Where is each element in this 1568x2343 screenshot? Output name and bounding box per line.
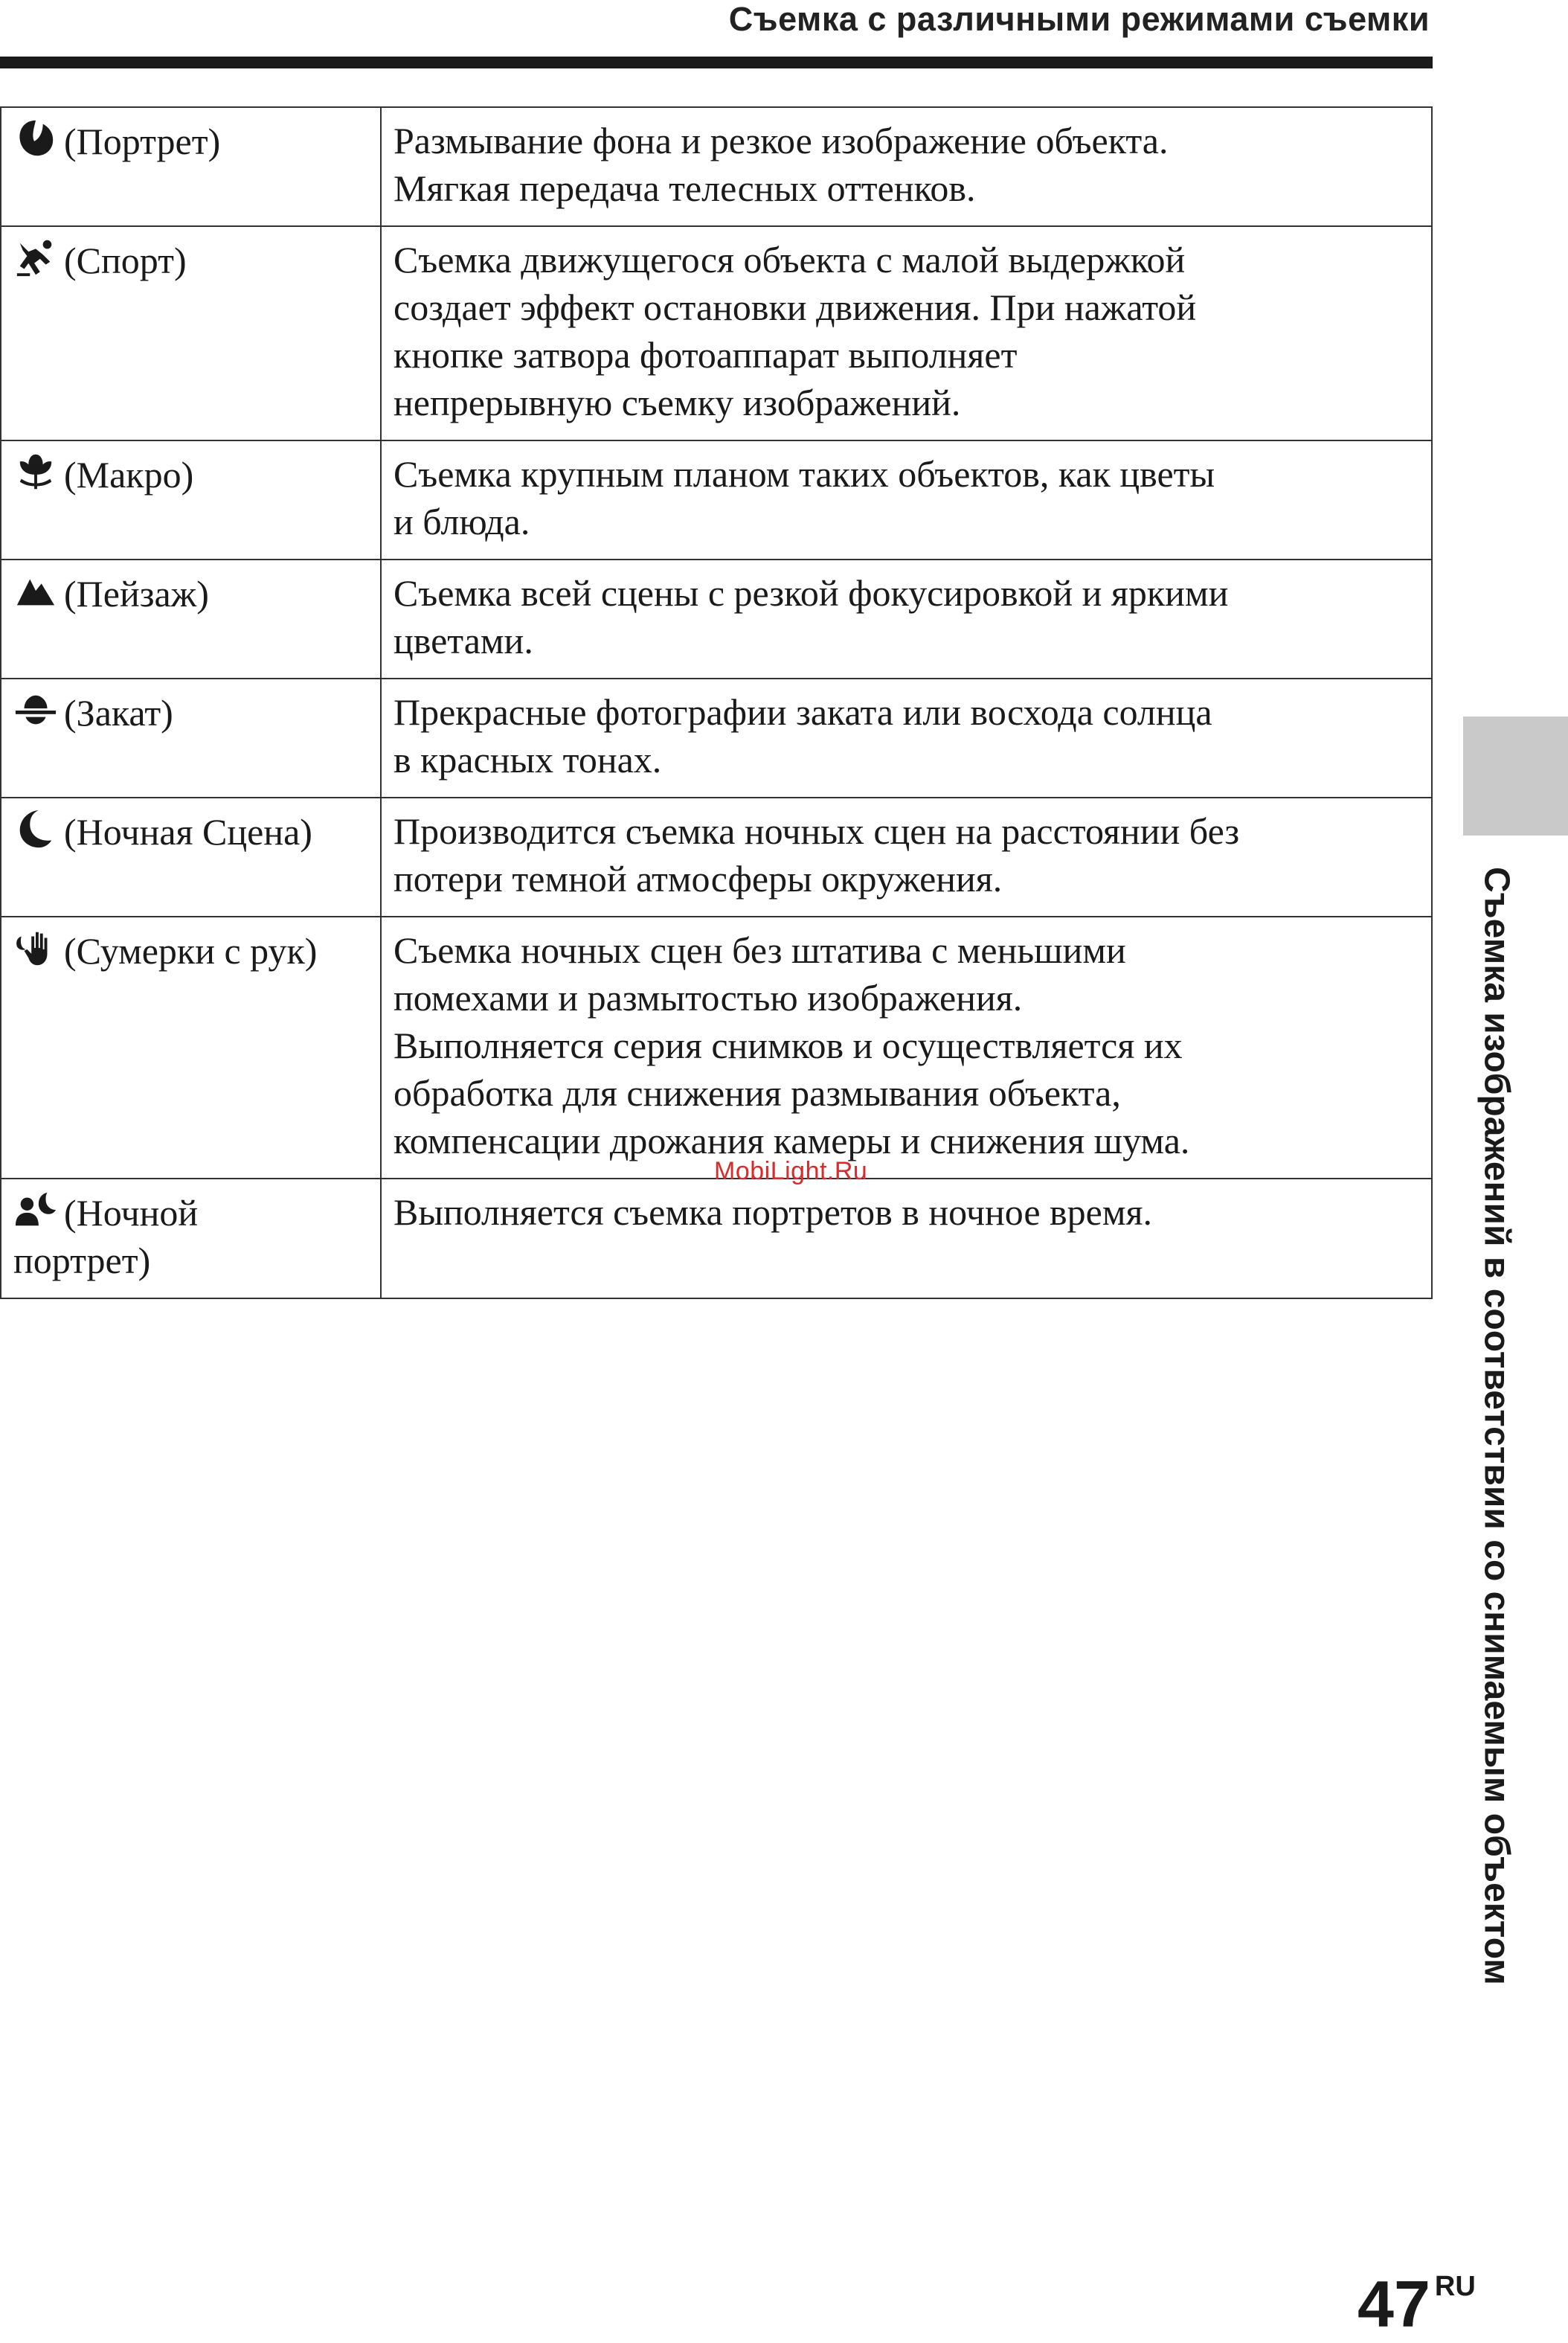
- sport-icon: [13, 236, 58, 279]
- description-cell: [381, 107, 1432, 226]
- description-line: Выполняется съемка портретов в ночное время.: [393, 1191, 1152, 1233]
- description-line: кнопке затвора фотоаппарат выполняет: [393, 334, 1018, 376]
- side-section-title: [1445, 867, 1549, 2243]
- night-scene-icon: [13, 807, 58, 850]
- description-line: компенсации дрожания камеры и снижения шума.: [393, 1120, 1190, 1161]
- scene-modes-table: [0, 106, 1433, 1299]
- mode-cell: [1, 917, 381, 1179]
- description-line: потери темной атмосферы окружения.: [393, 858, 1003, 900]
- table-row: [1, 1179, 1432, 1298]
- mode-label: (Ночная Сцена): [64, 811, 312, 853]
- table-row: [1, 560, 1432, 679]
- hand-held-twilight-icon: [13, 926, 58, 969]
- mode-cell: [1, 440, 381, 560]
- table-row: [1, 226, 1432, 440]
- mode-cell: [1, 679, 381, 798]
- mode-label: (Макро): [64, 454, 194, 496]
- description-line: Прекрасные фотографии заката или восхода солнца: [393, 691, 1212, 733]
- description-line: создает эффект остановки движения. При нажатой: [393, 286, 1197, 328]
- description-cell: [381, 226, 1432, 440]
- description-cell: [381, 440, 1432, 560]
- description-cell: [381, 1179, 1432, 1298]
- mode-label: (Ночной: [64, 1192, 199, 1234]
- table-row: [1, 798, 1432, 917]
- description-line: Съемка ночных сцен без штатива с меньшими: [393, 929, 1126, 971]
- mode-label: портрет): [13, 1240, 151, 1281]
- description-cell: [381, 679, 1432, 798]
- watermark: MobiLight.Ru: [714, 1157, 868, 1185]
- description-cell: [381, 560, 1432, 679]
- description-line: Размывание фона и резкое изображение объекта.: [393, 120, 1169, 161]
- description-cell: [381, 798, 1432, 917]
- description-line: Производится съемка ночных сцен на расстоянии без: [393, 810, 1240, 852]
- description-cell: [381, 917, 1432, 1179]
- description-line: помехами и размытостью изображения.: [393, 977, 1023, 1019]
- mode-cell: [1, 107, 381, 226]
- description-line: в красных тонах.: [393, 739, 662, 781]
- mode-cell: [1, 1179, 381, 1298]
- mode-label: (Пейзаж): [64, 573, 209, 615]
- page-number-suffix: RU: [1434, 2271, 1476, 2302]
- mode-label: (Сумерки с рук): [64, 930, 318, 972]
- portrait-icon: [13, 117, 58, 160]
- description-line: Мягкая передача телесных оттенков.: [393, 167, 976, 209]
- table-row: [1, 107, 1432, 226]
- table-row: [1, 917, 1432, 1179]
- night-portrait-icon: [13, 1188, 58, 1231]
- mode-label: (Спорт): [64, 240, 187, 281]
- description-line: обработка для снижения размывания объекта,: [393, 1072, 1121, 1114]
- table-row: [1, 679, 1432, 798]
- macro-icon: [13, 450, 58, 493]
- mode-cell: [1, 226, 381, 440]
- description-line: Съемка крупным планом таких объектов, как цветы: [393, 453, 1215, 495]
- mode-cell: [1, 798, 381, 917]
- sunset-icon: [13, 688, 58, 731]
- header-rule: [0, 57, 1433, 68]
- page-number-value: 47: [1357, 2267, 1430, 2341]
- table-row: [1, 440, 1432, 560]
- description-line: непрерывную съемку изображений.: [393, 382, 961, 423]
- description-line: цветами.: [393, 620, 533, 661]
- side-section-title-text: Съемка изображений в соответствии со снимаемым объектом: [1477, 867, 1517, 1985]
- page-number: [1357, 2267, 1477, 2341]
- description-line: и блюда.: [393, 501, 530, 542]
- description-line: Съемка движущегося объекта с малой выдержкой: [393, 239, 1186, 281]
- section-tab: [1463, 717, 1568, 836]
- mode-cell: [1, 560, 381, 679]
- mode-label: (Закат): [64, 692, 173, 734]
- page-header-title: Съемка с различными режимами съемки: [728, 0, 1430, 38]
- description-line: Съемка всей сцены с резкой фокусировкой и яркими: [393, 572, 1229, 614]
- landscape-icon: [13, 569, 58, 612]
- mode-label: (Портрет): [64, 121, 221, 162]
- description-line: Выполняется серия снимков и осуществляется их: [393, 1025, 1183, 1066]
